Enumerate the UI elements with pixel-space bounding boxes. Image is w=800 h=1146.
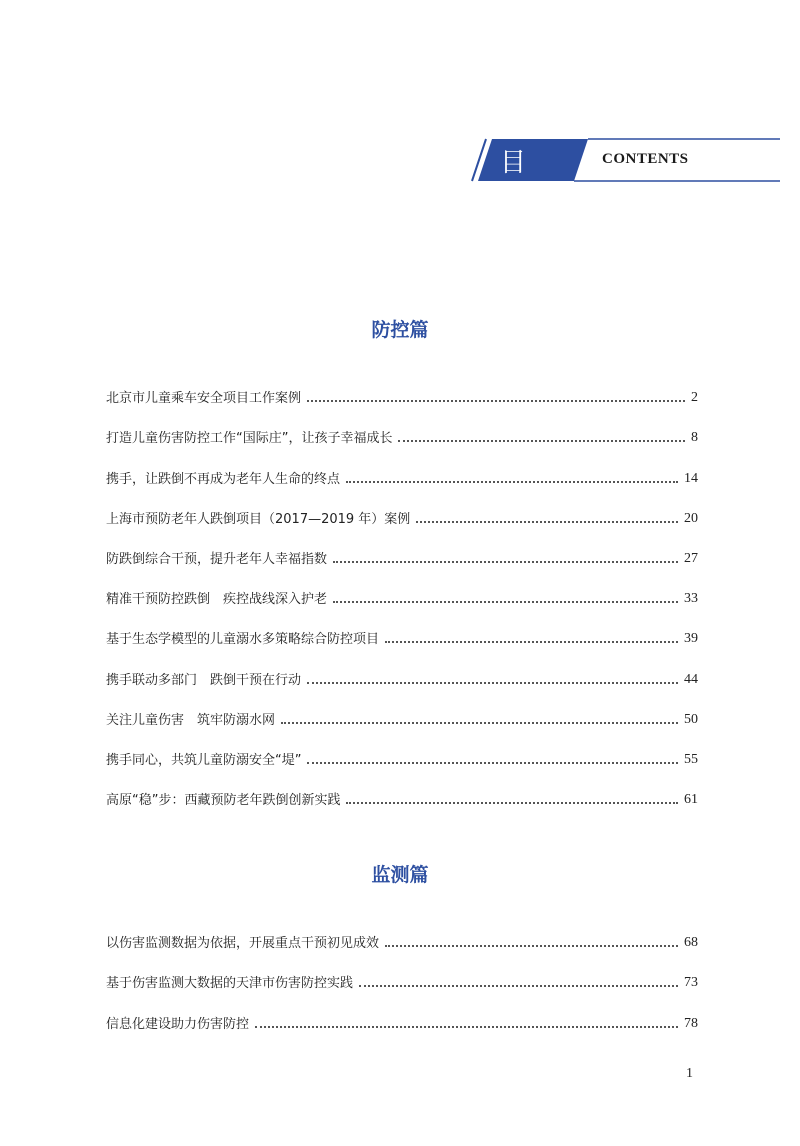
dot-leader xyxy=(398,439,685,442)
dot-leader xyxy=(333,600,678,603)
toc-entry[interactable] xyxy=(106,768,698,808)
toc-entry[interactable] xyxy=(106,647,698,687)
toc-title-english: CONTENTS xyxy=(602,151,689,167)
toc-list-prevention xyxy=(106,366,698,808)
toc-entry[interactable] xyxy=(106,487,698,527)
toc-entry-title: 精准干预防控跌倒 疾控战线深入护老 xyxy=(106,592,328,608)
toc-entry-page: 20 xyxy=(684,510,698,526)
toc-entry-page: 78 xyxy=(684,1015,698,1031)
toc-entry-title: 北京市儿童乘车安全项目工作案例 xyxy=(106,391,302,407)
toc-entry-page: 8 xyxy=(691,430,698,446)
toc-entry[interactable] xyxy=(106,446,698,486)
toc-entry-title: 高原“稳”步：西藏预防老年跌倒创新实践 xyxy=(106,793,341,809)
toc-entry[interactable] xyxy=(106,607,698,647)
page-number: 1 xyxy=(686,1066,693,1081)
toc-entry[interactable] xyxy=(106,991,698,1031)
dot-leader xyxy=(359,984,678,987)
toc-entry-page: 14 xyxy=(684,470,698,486)
toc-list-monitoring xyxy=(106,911,698,1032)
toc-entry-title: 信息化建设助力伤害防控 xyxy=(106,1016,250,1032)
toc-entry[interactable] xyxy=(106,911,698,951)
dot-leader xyxy=(255,1025,678,1028)
toc-entry[interactable] xyxy=(106,406,698,446)
toc-entry-title: 打造儿童伤害防控工作“国际庄”，让孩子幸福成长 xyxy=(106,431,393,447)
dot-leader xyxy=(307,681,678,684)
dot-leader xyxy=(307,399,685,402)
toc-entry[interactable] xyxy=(106,567,698,607)
toc-entry-title: 基于伤害监测大数据的天津市伤害防控实践 xyxy=(106,976,354,992)
contents-banner xyxy=(470,137,780,215)
toc-entry-page: 68 xyxy=(684,935,698,951)
toc-entry[interactable] xyxy=(106,951,698,991)
toc-entry-title: 防跌倒综合干预，提升老年人幸福指数 xyxy=(106,551,328,567)
toc-entry[interactable] xyxy=(106,527,698,567)
toc-entry-page: 27 xyxy=(684,550,698,566)
toc-entry-title: 携手同心，共筑儿童防溺安全“堤” xyxy=(106,752,302,768)
toc-entry-page: 73 xyxy=(684,975,698,991)
dot-leader xyxy=(346,801,678,804)
toc-entry[interactable] xyxy=(106,728,698,768)
toc-entry-title: 携手联动多部门 跌倒干预在行动 xyxy=(106,672,302,688)
toc-entry-title: 以伤害监测数据为依据，开展重点干预初见成效 xyxy=(106,936,380,952)
toc-entry-title: 基于生态学模型的儿童溺水多策略综合防控项目 xyxy=(106,632,380,648)
toc-entry-title: 上海市预防老年人跌倒项目（2017—2019 年）案例 xyxy=(106,511,411,527)
toc-entry-page: 44 xyxy=(684,671,698,687)
dot-leader xyxy=(307,761,678,764)
section-title-prevention: 防控篇 xyxy=(371,319,429,341)
toc-entry-page: 50 xyxy=(684,711,698,727)
toc-entry-page: 2 xyxy=(691,390,698,406)
dot-leader xyxy=(385,944,678,947)
toc-entry-page: 39 xyxy=(684,631,698,647)
toc-entry-title: 关注儿童伤害 筑牢防溺水网 xyxy=(106,712,276,728)
section-title-monitoring: 监测篇 xyxy=(371,864,429,886)
toc-entry-page: 61 xyxy=(684,792,698,808)
toc-entry-page: 55 xyxy=(684,751,698,767)
dot-leader xyxy=(333,560,678,563)
toc-entry-title: 携手，让跌倒不再成为老年人生命的终点 xyxy=(106,471,341,487)
dot-leader xyxy=(346,480,678,483)
dot-leader xyxy=(385,640,678,643)
dot-leader xyxy=(416,520,678,523)
toc-title: 目 录 xyxy=(500,148,563,215)
toc-entry[interactable] xyxy=(106,688,698,728)
toc-entry-page: 33 xyxy=(684,591,698,607)
toc-entry[interactable] xyxy=(106,366,698,406)
dot-leader xyxy=(281,721,678,724)
